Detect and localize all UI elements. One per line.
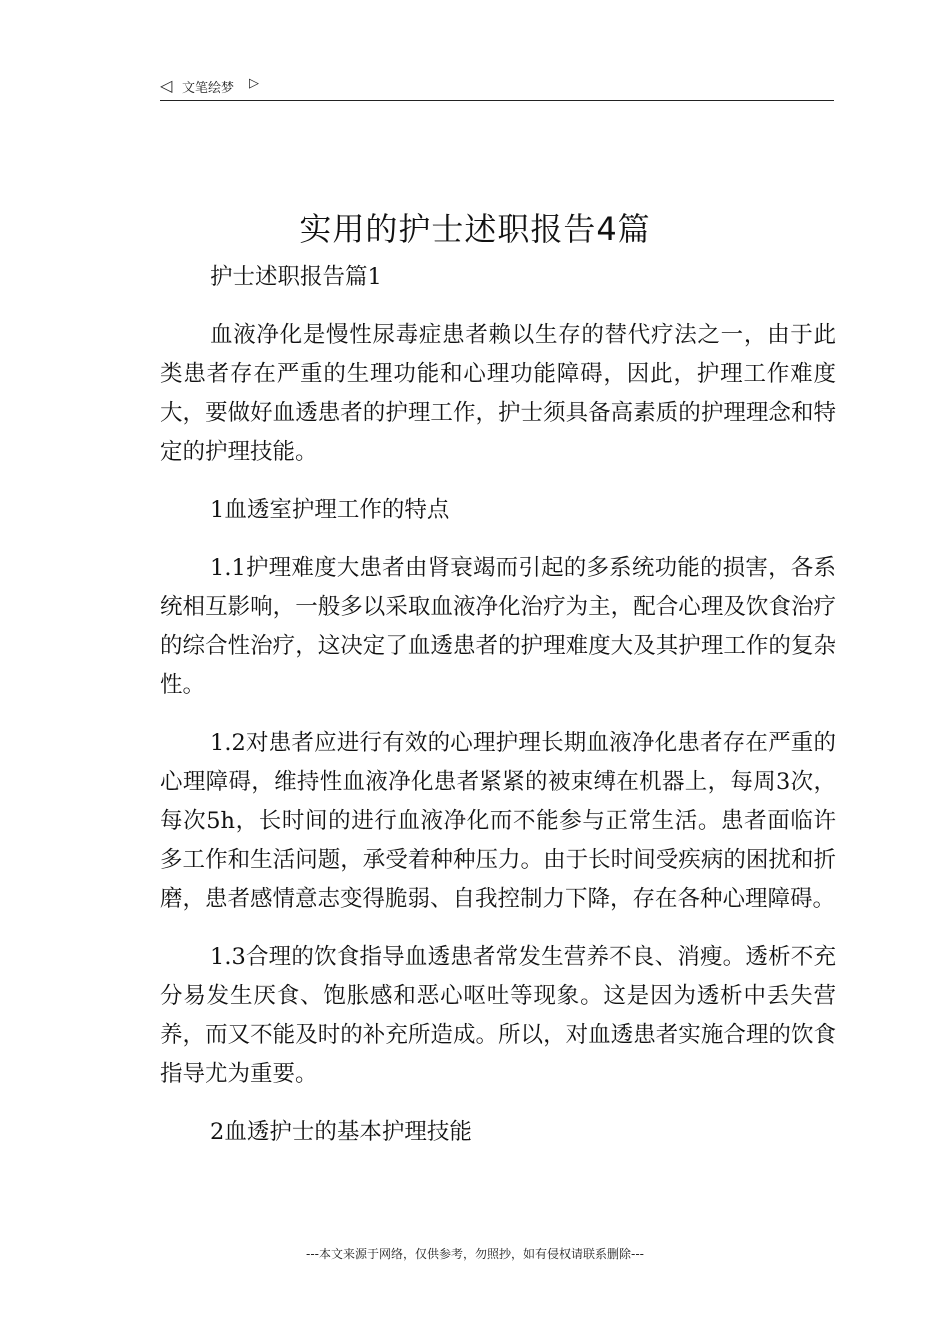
- triangle-right-icon: ▷: [249, 76, 259, 91]
- paragraph: 1.2对患者应进行有效的心理护理长期血液净化患者存在严重的心理障碍，维持性血液净化患者紧紧的被束缚在机器上，每周3次，每次5h，长时间的进行血液净化而不能参与正常生活。患者面临许多工作和生活问题，承受着种种压力。由于长时间受疾病的困扰和折磨，患者感情意志变得脆弱、自我控制力下降，存在各种心理障碍。: [160, 730, 836, 912]
- subsection-heading: 1血透室护理工作的特点: [210, 497, 450, 523]
- section-heading: 护士述职报告篇1: [210, 264, 382, 290]
- paragraph: 血液净化是慢性尿毒症患者赖以生存的替代疗法之一，由于此类患者存在严重的生理功能和心理功能障碍，因此，护理工作难度大，要做好血透患者的护理工作，护士须具备高素质的护理理念和特定的护理技能。: [160, 322, 836, 465]
- paragraph: 1.1护理难度大患者由肾衰竭而引起的多系统功能的损害，各系统相互影响，一般多以采取血液净化治疗为主，配合心理及饮食治疗的综合性治疗，这决定了血透患者的护理难度大及其护理工作的复杂性。: [160, 555, 836, 698]
- paragraph: 1.3合理的饮食指导血透患者常发生营养不良、消瘦。透析不充分易发生厌食、饱胀感和恶心呕吐等现象。这是因为透析中丢失营养，而又不能及时的补充所造成。所以，对血透患者实施合理的饮食指导尤为重要。: [160, 944, 836, 1087]
- page-header: [160, 74, 834, 101]
- document-title: 实用的护士述职报告4篇: [299, 210, 651, 248]
- footer-disclaimer: ---本文来源于网络，仅供参考，勿照抄，如有侵权请联系删除---: [306, 1247, 644, 1261]
- subsection-heading: 2血透护士的基本护理技能: [210, 1119, 472, 1145]
- header-label: 文笔绘梦: [182, 81, 235, 96]
- document-body: [160, 258, 836, 1152]
- triangle-left-icon: ◁: [160, 76, 173, 95]
